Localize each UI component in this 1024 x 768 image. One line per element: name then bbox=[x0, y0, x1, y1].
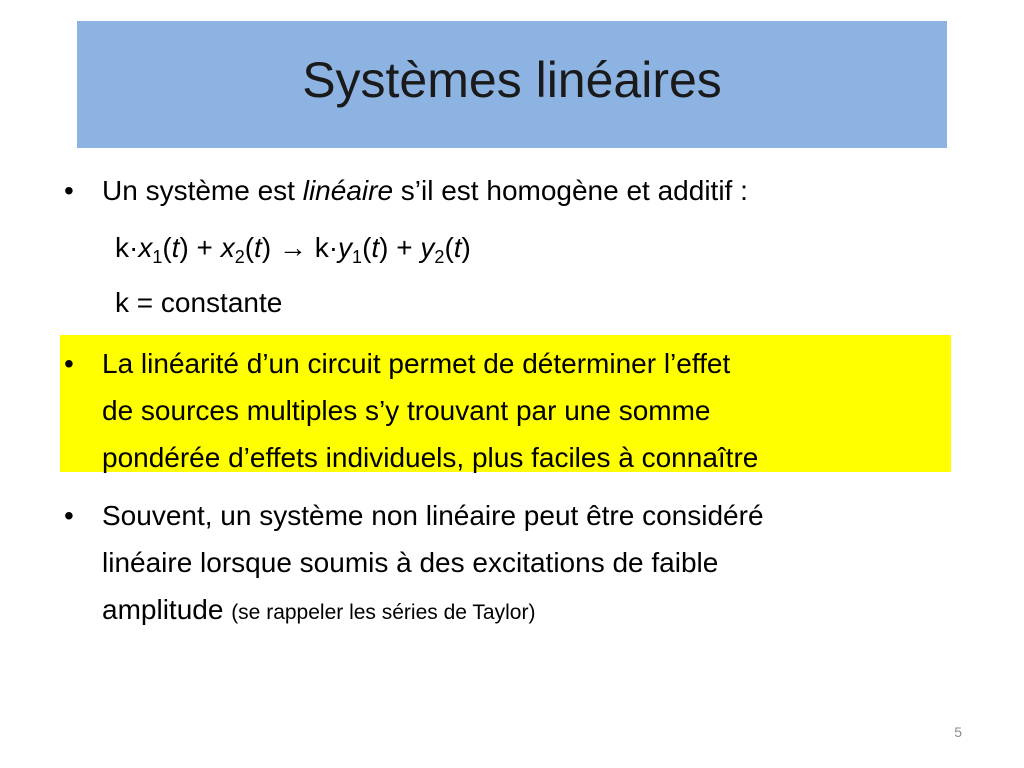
formula-paren: ( bbox=[444, 232, 454, 263]
formula-paren: ( bbox=[244, 232, 255, 263]
formula-paren: ) bbox=[379, 232, 389, 263]
bullet-marker: • bbox=[64, 500, 74, 531]
linearity-formula bbox=[115, 228, 471, 268]
bullet-1-text-start: Un système est bbox=[102, 175, 303, 206]
formula-paren: ) bbox=[461, 232, 471, 263]
formula-k: k bbox=[115, 232, 129, 263]
formula-paren: ) bbox=[261, 232, 272, 263]
bullet-marker: • bbox=[64, 348, 74, 379]
formula-sub: 2 bbox=[234, 247, 245, 267]
bullet-2-line: de sources multiples s’y trouvant par une somme bbox=[102, 395, 711, 426]
bullet-2-line: pondérée d’effets individuels, plus faciles à connaître bbox=[102, 442, 759, 473]
formula-sub: 2 bbox=[434, 247, 445, 267]
taylor-note: (se rappeler les séries de Taylor) bbox=[231, 601, 536, 624]
formula-paren: ( bbox=[362, 232, 372, 263]
bullet-3-last-word: amplitude bbox=[102, 594, 232, 625]
bullet-3-line: linéaire lorsque soumis à des excitations de faible bbox=[102, 547, 719, 578]
formula-t: t bbox=[254, 232, 262, 263]
formula-sub: 1 bbox=[152, 247, 163, 267]
bullet-marker: • bbox=[64, 175, 74, 206]
bullet-2-line: La linéarité d’un circuit permet de déterminer l’effet bbox=[102, 348, 731, 379]
formula-x: x bbox=[138, 232, 153, 263]
formula-x: x bbox=[220, 232, 235, 263]
page-number: 5 bbox=[954, 724, 962, 740]
bullet-1-italic-word: linéaire bbox=[302, 175, 394, 206]
bullet-1-text bbox=[102, 167, 964, 214]
bullet-3-line: Souvent, un système non linéaire peut être considéré bbox=[102, 500, 764, 531]
formula-t: t bbox=[453, 232, 462, 263]
formula-plus: + bbox=[188, 232, 221, 263]
bullet-3-text bbox=[102, 492, 964, 636]
formula-plus: + bbox=[388, 232, 421, 263]
bullet-1-text-end: s’il est homogène et additif : bbox=[393, 175, 748, 206]
formula-y: y bbox=[420, 232, 435, 263]
bullet-2-text bbox=[102, 340, 964, 481]
formula-y: y bbox=[338, 232, 353, 263]
formula-k: k bbox=[314, 232, 329, 263]
formula-dot: · bbox=[129, 232, 139, 263]
formula-paren: ) bbox=[179, 232, 189, 263]
formula-paren: ( bbox=[162, 232, 172, 263]
arrow-icon: → bbox=[271, 232, 315, 263]
formula-sub: 1 bbox=[352, 247, 363, 267]
formula-t: t bbox=[371, 232, 380, 263]
formula-t: t bbox=[171, 232, 180, 263]
formula-dot: · bbox=[328, 232, 339, 263]
bullet-3-last-line bbox=[102, 586, 964, 636]
slide-title: Systèmes linéaires bbox=[302, 51, 722, 108]
constant-line: k = constante bbox=[115, 287, 283, 318]
